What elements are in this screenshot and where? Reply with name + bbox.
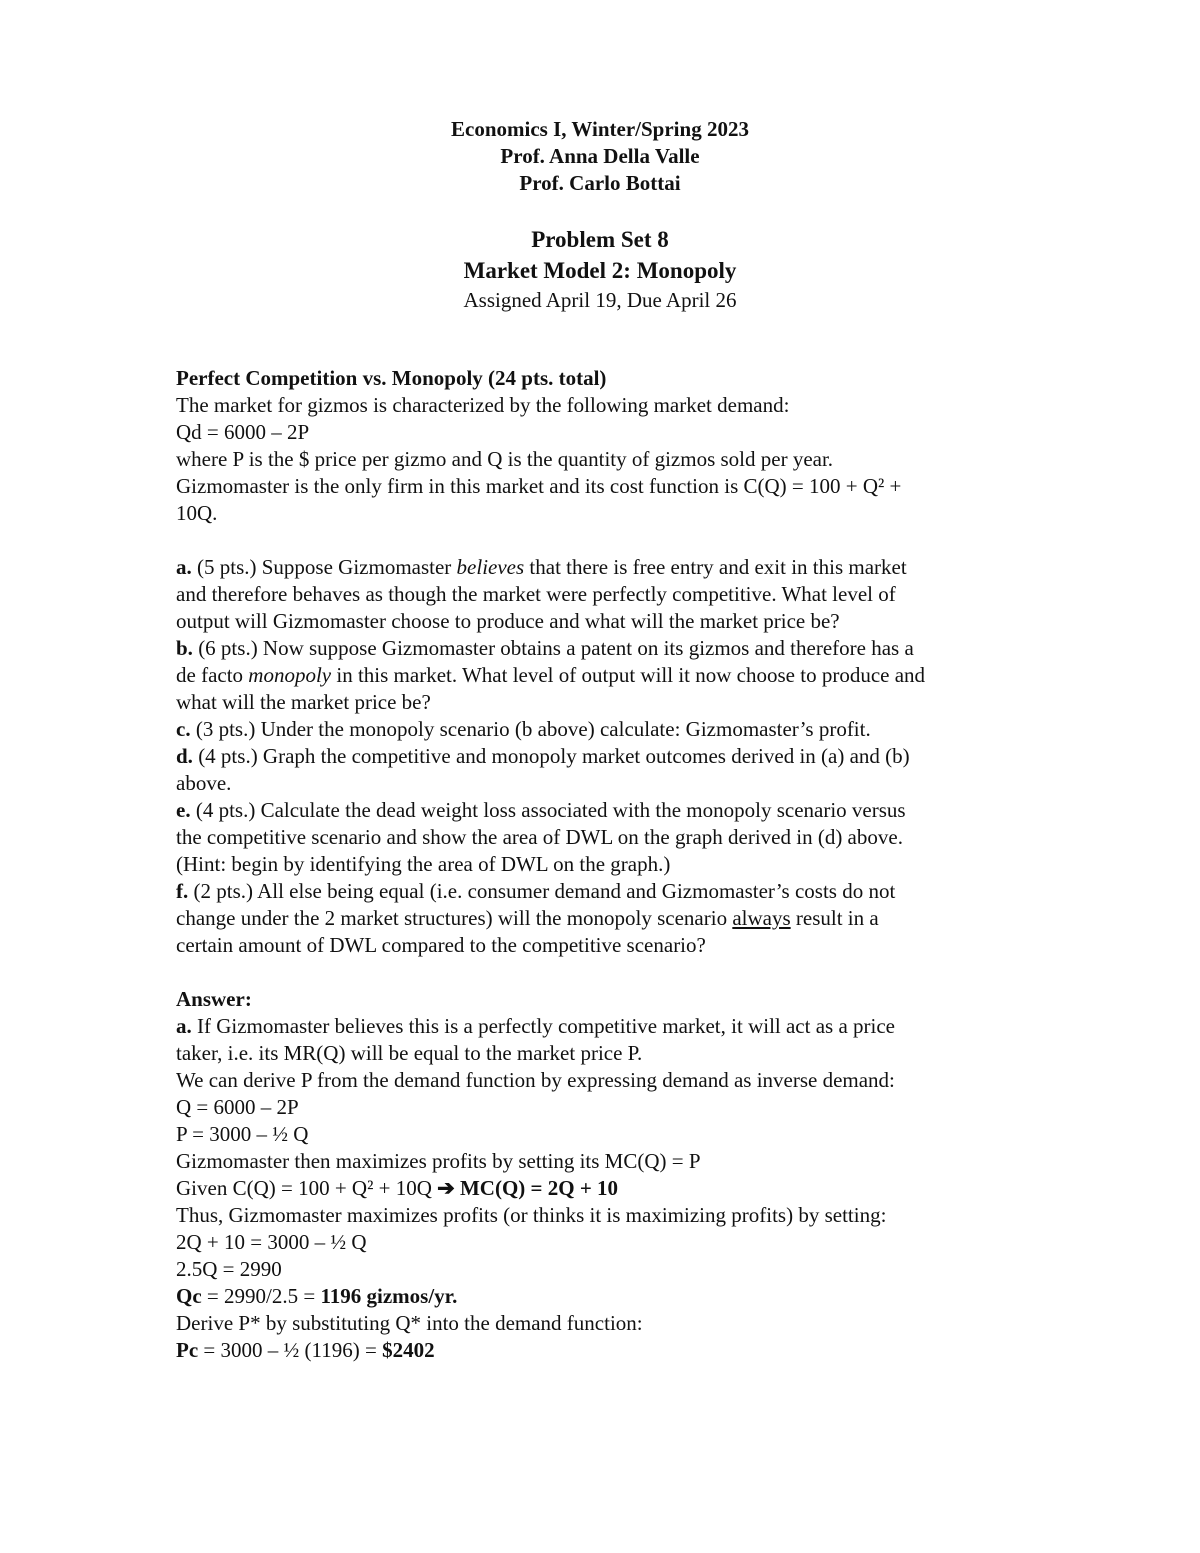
question-a: a. (5 pts.) Suppose Gizmomaster believes that there is free entry and exit in this market bbox=[176, 555, 907, 579]
question-f-line: certain amount of DWL compared to the competitive scenario? bbox=[176, 933, 706, 957]
course-title: Economics I, Winter/Spring 2023 bbox=[451, 117, 749, 141]
answer-line: Thus, Gizmomaster maximizes profits (or thinks it is maximizing profits) by setting: bbox=[176, 1203, 887, 1227]
answer-line: Given C(Q) = 100 + Q² + 10Q ➔ MC(Q) = 2Q + 10 bbox=[176, 1176, 619, 1200]
question-e-line: the competitive scenario and show the area of DWL on the graph derived in (d) above. bbox=[176, 825, 903, 849]
answer-line: 2Q + 10 = 3000 – ½ Q bbox=[176, 1230, 367, 1254]
answer-line: Derive P* by substituting Q* into the demand function: bbox=[176, 1311, 643, 1335]
document-body bbox=[176, 365, 1036, 1364]
question-d: d. (4 pts.) Graph the competitive and monopoly market outcomes derived in (a) and (b) bbox=[176, 744, 910, 768]
question-b-line: what will the market price be? bbox=[176, 690, 431, 714]
demand-equation: Qd = 6000 – 2P bbox=[176, 420, 310, 444]
question-f: f. (2 pts.) All else being equal (i.e. consumer demand and Gizmomaster’s costs do not bbox=[176, 879, 896, 903]
problem-set-header bbox=[0, 224, 1200, 315]
answer-heading: Answer: bbox=[176, 987, 252, 1011]
answer-line: P = 3000 – ½ Q bbox=[176, 1122, 309, 1146]
intro-line: where P is the $ price per gizmo and Q is the quantity of gizmos sold per year. bbox=[176, 447, 834, 471]
question-f-line: change under the 2 market structures) will the monopoly scenario always result in a bbox=[176, 906, 879, 930]
question-e: e. (4 pts.) Calculate the dead weight loss associated with the monopoly scenario versus bbox=[176, 798, 906, 822]
problem-set-subtitle: Market Model 2: Monopoly bbox=[463, 258, 737, 283]
assignment-dates: Assigned April 19, Due April 26 bbox=[463, 288, 737, 312]
intro-line: Gizmomaster is the only firm in this market and its cost function is C(Q) = 100 + Q² + bbox=[176, 474, 902, 498]
problem-heading: Perfect Competition vs. Monopoly (24 pts. total) bbox=[176, 366, 607, 390]
question-b: b. (6 pts.) Now suppose Gizmomaster obtains a patent on its gizmos and therefore has a bbox=[176, 636, 914, 660]
question-c: c. (3 pts.) Under the monopoly scenario (b above) calculate: Gizmomaster’s profit. bbox=[176, 717, 871, 741]
problem-set-title: Problem Set 8 bbox=[531, 227, 669, 252]
professor-2: Prof. Carlo Bottai bbox=[519, 171, 681, 195]
question-a-line: and therefore behaves as though the market were perfectly competitive. What level of bbox=[176, 582, 896, 606]
intro-line: 10Q. bbox=[176, 501, 218, 525]
answer-line: We can derive P from the demand function by expressing demand as inverse demand: bbox=[176, 1068, 895, 1092]
answer-line: taker, i.e. its MR(Q) will be equal to the market price P. bbox=[176, 1041, 643, 1065]
question-e-line: (Hint: begin by identifying the area of DWL on the graph.) bbox=[176, 852, 671, 876]
answer-a: a. If Gizmomaster believes this is a perfectly competitive market, it will act as a price bbox=[176, 1014, 895, 1038]
answer-price: Pc = 3000 – ½ (1196) = $2402 bbox=[176, 1338, 435, 1362]
answer-quantity: Qc = 2990/2.5 = 1196 gizmos/yr. bbox=[176, 1284, 458, 1308]
answer-line: Q = 6000 – 2P bbox=[176, 1095, 299, 1119]
answer-line: Gizmomaster then maximizes profits by setting its MC(Q) = P bbox=[176, 1149, 701, 1173]
question-a-line: output will Gizmomaster choose to produce and what will the market price be? bbox=[176, 609, 840, 633]
intro-line: The market for gizmos is characterized by the following market demand: bbox=[176, 393, 790, 417]
course-header bbox=[0, 116, 1200, 197]
answer-line: 2.5Q = 2990 bbox=[176, 1257, 282, 1281]
professor-1: Prof. Anna Della Valle bbox=[500, 144, 700, 168]
question-d-line: above. bbox=[176, 771, 232, 795]
question-b-line: de facto monopoly in this market. What level of output will it now choose to produce and bbox=[176, 663, 926, 687]
